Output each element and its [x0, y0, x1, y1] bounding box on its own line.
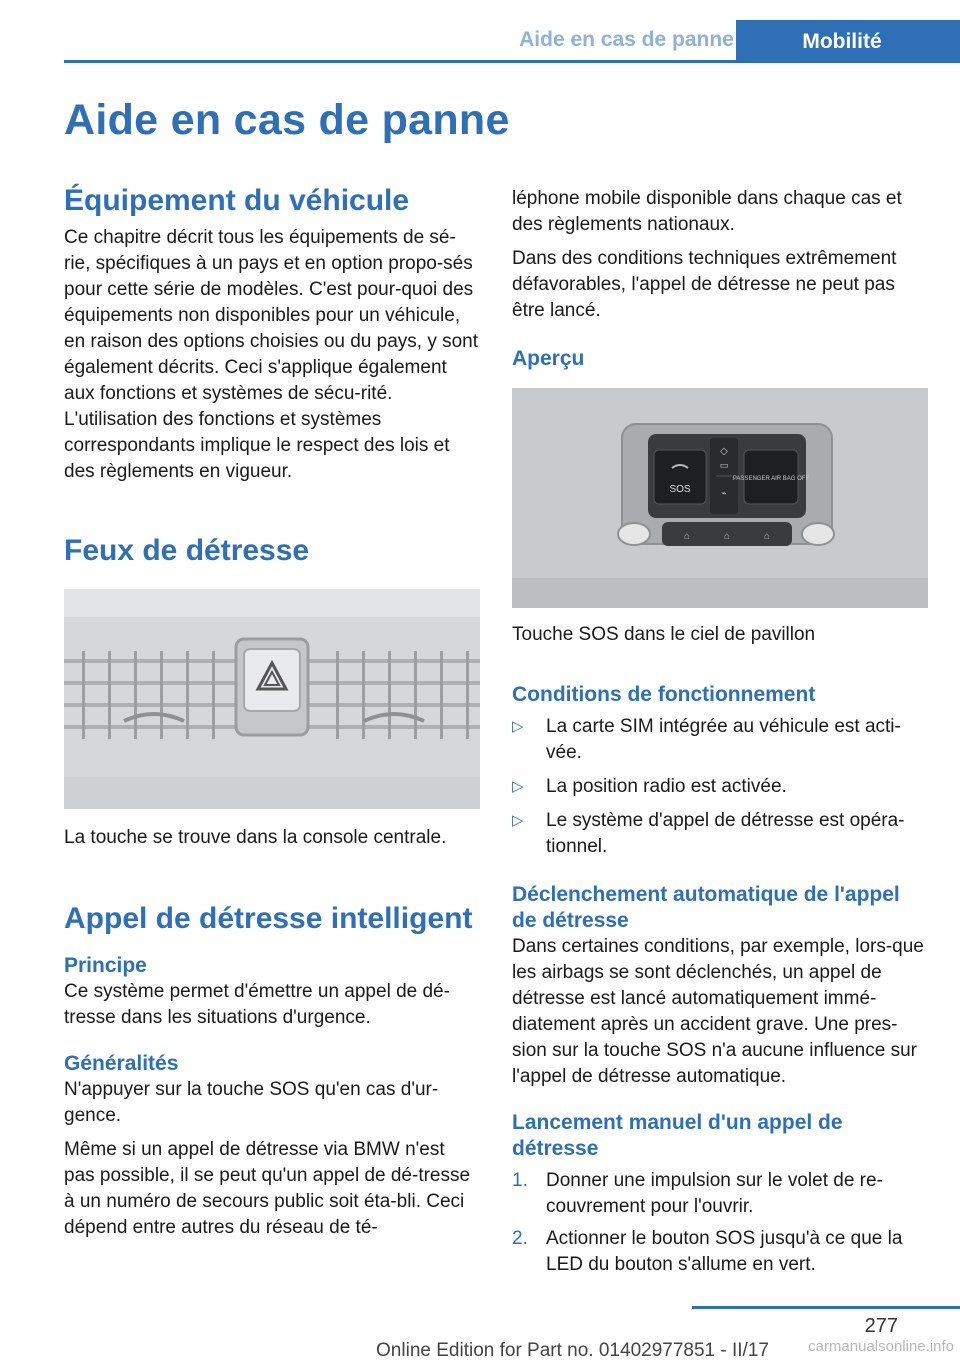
emergency-call-heading: Appel de détresse intelligent — [64, 902, 473, 935]
right-column — [512, 186, 928, 1278]
generalites-text-1: N'appuyer sur la touche SOS qu'en cas d'ur-gence. — [64, 1079, 439, 1126]
auto-call-heading: Déclenchement automatique de l'appel de détresse — [512, 883, 900, 932]
manual-steps-list — [512, 1168, 928, 1278]
header-section-label: Aide en cas de panne — [519, 28, 734, 51]
edition-line: Online Edition for Part no. 01402977851 - II/17 — [376, 1340, 769, 1361]
auto-call-text: Dans certaines conditions, par exemple, lors-que les airbags se sont déclenchés, un appel de détresse est lancé automatiquement immé-diatement après un accident grave. Une pres-sion sur la touche SOS n'a aucune influence sur l'appel de détresse automatique. — [512, 936, 924, 1087]
generalites-heading: Généralités — [64, 1052, 179, 1075]
page-header — [0, 0, 960, 62]
triangle-bullet-icon: ▷ — [512, 812, 524, 829]
svg-text:⌂: ⌂ — [723, 531, 731, 542]
hazard-heading: Feux de détresse — [64, 534, 310, 567]
hazard-caption: La touche se trouve dans la console centrale. — [64, 827, 447, 848]
list-item: ▷ La position radio est activée. — [512, 774, 928, 800]
header-chapter-tab[interactable]: Mobilité — [736, 20, 960, 62]
conditions-text: Dans des conditions techniques extrêmement défavorables, l'appel de détresse ne peut pas être lancé. — [512, 248, 897, 321]
svg-text:⌁: ⌁ — [721, 488, 727, 498]
equipment-heading: Équipement du véhicule — [64, 184, 410, 217]
header-rule — [64, 60, 960, 63]
svg-text:⌂: ⌂ — [683, 531, 691, 542]
svg-text:⌂: ⌂ — [763, 531, 771, 542]
principe-heading: Principe — [64, 954, 147, 977]
left-column — [64, 183, 480, 1241]
equipment-text: Ce chapitre décrit tous les équipements de sé-rie, spécifiques à un pays et en option propo-sés pour cette série de modèles. C'est pour-quoi des équipements non disponibles pour un véhicule, en raison des options choisies ou du pays, y sont également décrits. Ceci s'applique également aux fonctions et systèmes de sécu-rité. L'utilisation des fonctions et systèmes correspondants implique le respect des lois et des règlements en vigueur. — [64, 227, 479, 482]
list-item: ▷ La carte SIM intégrée au véhicule est acti-vée. — [512, 716, 901, 763]
hazard-switch-image — [64, 589, 480, 809]
svg-text:◇: ◇ — [720, 446, 728, 457]
svg-text:▭: ▭ — [719, 460, 729, 470]
page-number: 277 — [864, 1315, 898, 1337]
sos-button-image — [512, 388, 928, 608]
manual-call-heading: Lancement manuel d'un appel de détresse — [512, 1111, 843, 1160]
footer-rule — [692, 1306, 960, 1309]
sos-label: SOS — [669, 484, 691, 495]
conditions-heading: Conditions de fonctionnement — [512, 683, 816, 706]
watermark: carmanualsonline.info — [808, 1338, 954, 1355]
airbag-label: PASSENGER AIR BAG OFF — [732, 476, 810, 482]
list-item: 2. Actionner le bouton SOS jusqu'à ce que la LED du bouton s'allume en vert. — [512, 1228, 903, 1275]
generalites-text-2: Même si un appel de détresse via BMW n'est pas possible, il se peut qu'un appel de dé-tresse à un numéro de secours public soit éta-bli. Ceci dépend entre autres du réseau de té- — [64, 1139, 471, 1238]
apercu-caption: Touche SOS dans le ciel de pavillon — [512, 624, 816, 645]
list-item: ▷ Le système d'appel de détresse est opéra-tionnel. — [512, 810, 905, 857]
page-title: Aide en cas de panne — [64, 96, 510, 144]
continued-text: léphone mobile disponible dans chaque cas et des règlements nationaux. — [512, 188, 902, 235]
apercu-heading: Aperçu — [512, 347, 585, 370]
conditions-list — [512, 714, 928, 860]
triangle-bullet-icon: ▷ — [512, 778, 524, 795]
list-item: 1. Donner une impulsion sur le volet de re-couvrement pour l'ouvrir. — [512, 1170, 883, 1217]
principe-text: Ce système permet d'émettre un appel de dé-tresse dans les situations d'urgence. — [64, 981, 450, 1028]
triangle-bullet-icon: ▷ — [512, 718, 524, 735]
